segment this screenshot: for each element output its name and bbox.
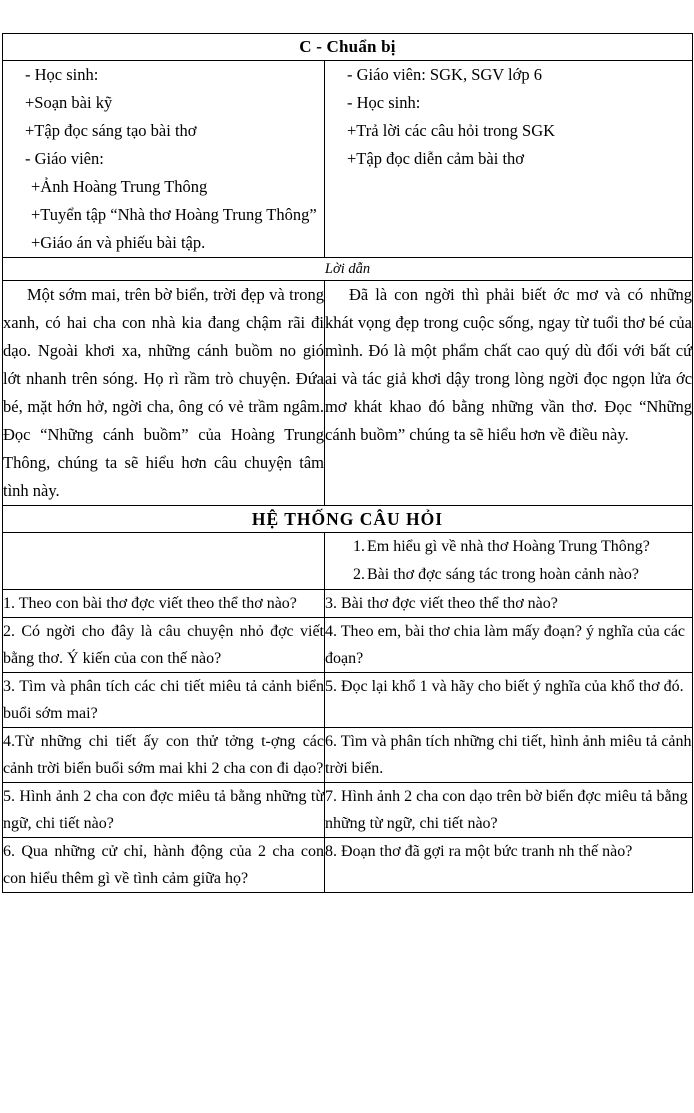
lesson-plan-table [2, 33, 693, 893]
table-row [3, 838, 693, 893]
document-page [0, 33, 694, 1113]
question-left-5: 5. Hình ảnh 2 cha con đợc miêu tả bằng những từ ngữ, chi tiết nào? [3, 783, 325, 838]
table-row-intro-content [3, 281, 693, 506]
section-heading-questions: HỆ THỐNG CÂU HỎI [3, 506, 693, 533]
question-number: 2. [353, 566, 365, 583]
prepare-right-line-3: +Trả lời các câu hỏi trong SGK [347, 121, 556, 140]
section-heading-intro: Lời dẫn [3, 258, 693, 281]
intro-left-paragraph: Một sớm mai, trên bờ biển, trời đẹp và trong xanh, có hai cha con nhà kia đang chậm rãi đi dạo. Ngoài khơi xa, những cánh buồm no gió lớt nhanh trên sóng. Họ rì rầm trò chuyện. Đứa bé, mặt hớn hở, ngời cha, ông có vẻ trầm ngâm. Đọc “Những cánh buồm” của Hoàng Trung Thông, chúng ta sẽ hiểu hơn câu chuyện tâm tình này. [3, 281, 325, 506]
question-right-4: 4. Theo em, bài thơ chia làm mấy đoạn? ý nghĩa của các đoạn? [325, 618, 693, 673]
question-right-3: 3. Bài thơ đợc viết theo thể thơ nào? [325, 590, 693, 618]
table-row-questions-heading [3, 506, 693, 533]
prepare-left-cell [3, 61, 325, 258]
table-row-question-top [3, 533, 693, 590]
question-top-left-empty [3, 533, 325, 590]
table-row-prepare-heading [3, 34, 693, 61]
table-row [3, 728, 693, 783]
list-item [325, 561, 692, 589]
question-left-6: 6. Qua những cử chỉ, hành động của 2 cha con con hiểu thêm gì về tình cảm giữa họ? [3, 838, 325, 893]
list-item [325, 533, 692, 561]
prepare-left-line-4: - Giáo viên: [25, 149, 104, 168]
prepare-left-line-3: +Tập đọc sáng tạo bài thơ [25, 121, 197, 140]
prepare-left-line-5: +Ảnh Hoàng Trung Thông [31, 177, 208, 196]
question-left-4: 4.Từ những chi tiết ấy con thử tởng t-ợng các cảnh trời biển buổi sớm mai khi 2 cha con đi dạo? [3, 728, 325, 783]
question-right-5: 5. Đọc lại khổ 1 và hãy cho biết ý nghĩa của khổ thơ đó. [325, 673, 693, 728]
question-left-3: 3. Tìm và phân tích các chi tiết miêu tả cảnh biển buổi sớm mai? [3, 673, 325, 728]
question-right-7: 7. Hình ảnh 2 cha con dạo trên bờ biển đợc miêu tả bằng những từ ngữ, chi tiết nào? [325, 783, 693, 838]
question-right-6: 6. Tìm và phân tích những chi tiết, hình ảnh miêu tả cảnh trời biển. [325, 728, 693, 783]
prepare-right-line-4: +Tập đọc diễn cảm bài thơ [347, 149, 525, 168]
intro-right-paragraph: Đã là con ngời thì phải biết ớc mơ và có những khát vọng đẹp trong cuộc sống, ngay từ tuổi thơ bé của mình. Đó là một phẩm chất cao quý dù đối với bất cứ ai và tác giả khơi dậy trong lòng ngời đọc ngọn lửa ớc mơ khát khao đó bằng những vần thơ. Đọc “Những cánh buồm” chúng ta sẽ hiểu hơn về điều này. [325, 281, 693, 506]
prepare-right-cell [325, 61, 693, 258]
prepare-right-line-1: - Giáo viên: SGK, SGV lớp 6 [347, 65, 542, 84]
table-row [3, 673, 693, 728]
prepare-left-line-1: - Học sinh: [25, 65, 99, 84]
table-row-prepare-content [3, 61, 693, 258]
prepare-left-line-7: +Giáo án và phiếu bài tập. [31, 233, 206, 252]
question-text: Bài thơ đợc sáng tác trong hoàn cảnh nào? [367, 566, 639, 583]
table-row-intro-heading [3, 258, 693, 281]
table-row [3, 618, 693, 673]
question-top-right-list [325, 533, 693, 590]
question-left-2: 2. Có ngời cho đây là câu chuyện nhỏ đợc viết bằng thơ. Ý kiến của con thế nào? [3, 618, 325, 673]
prepare-right-line-2: - Học sinh: [347, 93, 421, 112]
question-number: 1. [353, 538, 365, 555]
section-heading-prepare: C - Chuẩn bị [3, 34, 693, 61]
table-row [3, 590, 693, 618]
prepare-left-line-2: +Soạn bài kỹ [25, 93, 113, 112]
table-row [3, 783, 693, 838]
question-right-8: 8. Đoạn thơ đã gợi ra một bức tranh nh thế nào? [325, 838, 693, 893]
question-left-1: 1. Theo con bài thơ đợc viết theo thể thơ nào? [3, 590, 325, 618]
question-text: Em hiểu gì về nhà thơ Hoàng Trung Thông? [367, 538, 650, 555]
prepare-left-line-6: +Tuyển tập “Nhà thơ Hoàng Trung Thông” [31, 205, 317, 224]
